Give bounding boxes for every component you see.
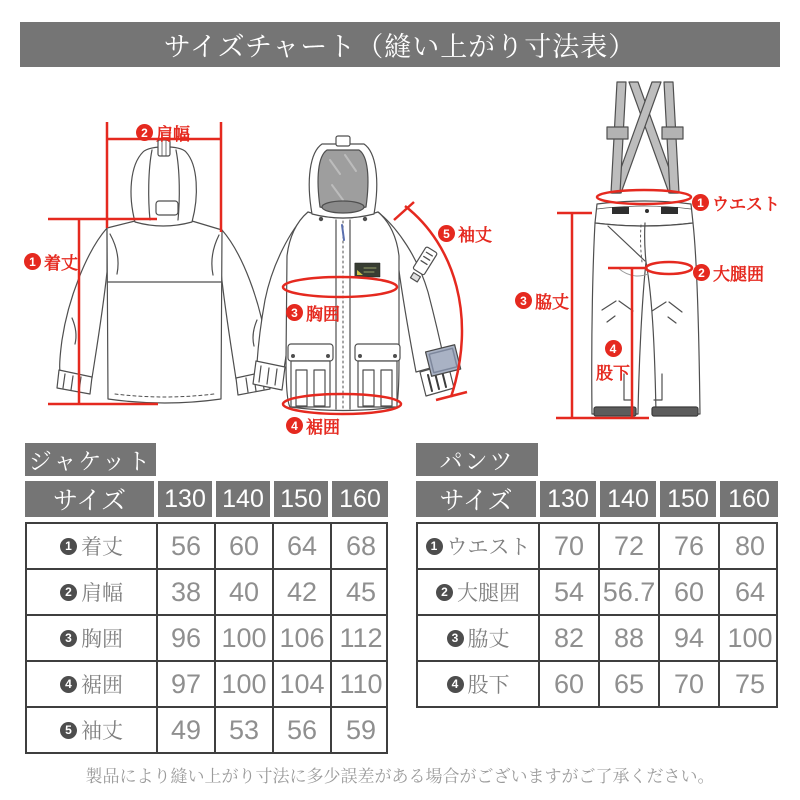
value-cell: 56.7 xyxy=(600,570,660,614)
size-160-cell: 160 xyxy=(720,481,778,517)
jacket-front-illustration xyxy=(253,136,461,411)
value-cell: 80 xyxy=(734,530,766,561)
value-cell: 53 xyxy=(216,708,274,752)
jacket-sleeve-label xyxy=(438,221,492,246)
jacket-hem-text: 裾囲 xyxy=(306,418,340,437)
value-cell: 60 xyxy=(660,570,720,614)
table-row xyxy=(27,616,386,662)
value-cell: 70 xyxy=(660,662,720,706)
value-cell: 94 xyxy=(660,616,720,660)
jacket-size-table xyxy=(25,443,388,754)
value-cell: 110 xyxy=(339,668,383,699)
table-row xyxy=(418,662,776,706)
row-label-text: 肩幅 xyxy=(81,582,123,605)
row-label-text: 袖丈 xyxy=(81,720,123,743)
row-label xyxy=(27,708,158,752)
value-cell: 68 xyxy=(345,530,377,561)
jacket-chest-text: 胸囲 xyxy=(306,305,340,324)
value-cell: 96 xyxy=(158,616,216,660)
value-cell: 106 xyxy=(274,616,332,660)
size-130-cell: 130 xyxy=(540,481,596,517)
size-header-cell: サイズ xyxy=(416,481,536,517)
circled-3-icon: 3 xyxy=(515,292,532,309)
row-number-badge: 3 xyxy=(447,630,464,647)
row-label-text: 股下 xyxy=(467,674,510,697)
table-row xyxy=(418,616,776,662)
row-label-text: 着丈 xyxy=(81,536,123,559)
row-label-text: ウエスト xyxy=(446,536,531,559)
row-number-badge: 4 xyxy=(447,676,464,693)
value-cell: 64 xyxy=(274,524,332,568)
pants-table-body xyxy=(416,522,778,708)
row-label xyxy=(27,570,158,614)
value-cell: 70 xyxy=(540,524,600,568)
value-cell: 88 xyxy=(600,616,660,660)
row-number-badge: 2 xyxy=(60,584,77,601)
row-label-text: 脇丈 xyxy=(467,628,510,651)
row-label xyxy=(27,616,158,660)
row-label xyxy=(418,570,540,614)
value-cell: 60 xyxy=(216,524,274,568)
jacket-length-text: 着丈 xyxy=(44,254,78,273)
page-title: サイズチャート（縫い上がり寸法表） xyxy=(163,32,637,62)
value-cell: 100 xyxy=(216,616,274,660)
jacket-chest-label xyxy=(286,300,340,325)
pants-side-label xyxy=(515,288,569,313)
footnote: 製品により縫い上がり寸法に多少誤差がある場合がございますがご了承ください。 xyxy=(85,767,715,786)
size-130-cell: 130 xyxy=(158,481,212,517)
jacket-table-body xyxy=(25,522,388,754)
value-cell: 65 xyxy=(600,662,660,706)
row-label-text: 裾囲 xyxy=(81,674,123,697)
circled-1-icon: 1 xyxy=(24,253,41,270)
value-cell: 82 xyxy=(540,616,600,660)
table-row xyxy=(27,662,386,708)
circled-4-icon: 4 xyxy=(605,340,622,357)
table-row xyxy=(27,708,386,752)
row-label xyxy=(418,616,540,660)
pants-table-header xyxy=(416,481,778,517)
jacket-hem-label xyxy=(286,413,340,438)
value-cell: 56 xyxy=(158,524,216,568)
jacket-shoulder-label xyxy=(136,120,190,145)
row-number-badge: 3 xyxy=(60,630,77,647)
jacket-back-illustration xyxy=(57,140,270,403)
row-number-badge: 1 xyxy=(60,538,77,555)
value-cell: 38 xyxy=(158,570,216,614)
table-row xyxy=(418,524,776,570)
circled-1-icon: 1 xyxy=(692,194,709,211)
size-140-cell: 140 xyxy=(216,481,270,517)
value-cell: 49 xyxy=(158,708,216,752)
pants-thigh-label xyxy=(693,260,764,285)
jacket-table-header xyxy=(25,481,388,517)
row-number-badge: 4 xyxy=(60,676,77,693)
size-160-cell: 160 xyxy=(332,481,388,517)
table-row xyxy=(418,570,776,616)
jacket-sleeve-text: 袖丈 xyxy=(458,226,492,245)
row-number-badge: 2 xyxy=(436,584,453,601)
value-cell: 40 xyxy=(216,570,274,614)
jacket-length-label xyxy=(24,249,78,274)
value-cell: 42 xyxy=(274,570,332,614)
value-cell: 76 xyxy=(660,524,720,568)
value-cell: 59 xyxy=(345,714,377,745)
value-cell: 64 xyxy=(734,576,766,607)
value-cell: 72 xyxy=(600,524,660,568)
row-label-text: 大腿囲 xyxy=(457,582,520,605)
pants-inseam-text: 股下 xyxy=(596,364,630,383)
value-cell: 97 xyxy=(158,662,216,706)
value-cell: 100 xyxy=(216,662,274,706)
pants-inseam-label xyxy=(595,340,631,384)
size-150-cell: 150 xyxy=(274,481,328,517)
row-label xyxy=(418,524,540,568)
pants-waist-text: ウエスト xyxy=(712,195,780,214)
row-label xyxy=(27,524,158,568)
circled-2-icon: 2 xyxy=(693,264,710,281)
table-row xyxy=(27,570,386,616)
value-cell: 56 xyxy=(274,708,332,752)
circled-2-icon: 2 xyxy=(136,124,153,141)
size-header-cell: サイズ xyxy=(25,481,154,517)
jacket-table-title: ジャケット xyxy=(25,443,156,476)
pants-thigh-text: 大腿囲 xyxy=(713,265,764,284)
value-cell: 75 xyxy=(734,668,766,699)
value-cell: 100 xyxy=(727,622,773,653)
table-row xyxy=(27,524,386,570)
size-140-cell: 140 xyxy=(600,481,656,517)
jacket-shoulder-text: 肩幅 xyxy=(156,125,190,144)
circled-5-icon: 5 xyxy=(438,225,455,242)
circled-4-icon: 4 xyxy=(286,417,303,434)
row-label-text: 胸囲 xyxy=(81,628,123,651)
pants-table-title: パンツ xyxy=(416,443,538,476)
value-cell: 54 xyxy=(540,570,600,614)
value-cell: 45 xyxy=(345,576,377,607)
circled-3-icon: 3 xyxy=(286,304,303,321)
pants-side-text: 脇丈 xyxy=(535,293,569,312)
pants-waist-label xyxy=(692,190,780,215)
value-cell: 104 xyxy=(274,662,332,706)
row-label xyxy=(27,662,158,706)
pants-size-table xyxy=(416,443,778,708)
row-number-badge: 1 xyxy=(426,538,443,555)
row-label xyxy=(418,662,540,706)
value-cell: 60 xyxy=(540,662,600,706)
size-150-cell: 150 xyxy=(660,481,716,517)
value-cell: 112 xyxy=(339,622,383,653)
row-number-badge: 5 xyxy=(60,722,77,739)
